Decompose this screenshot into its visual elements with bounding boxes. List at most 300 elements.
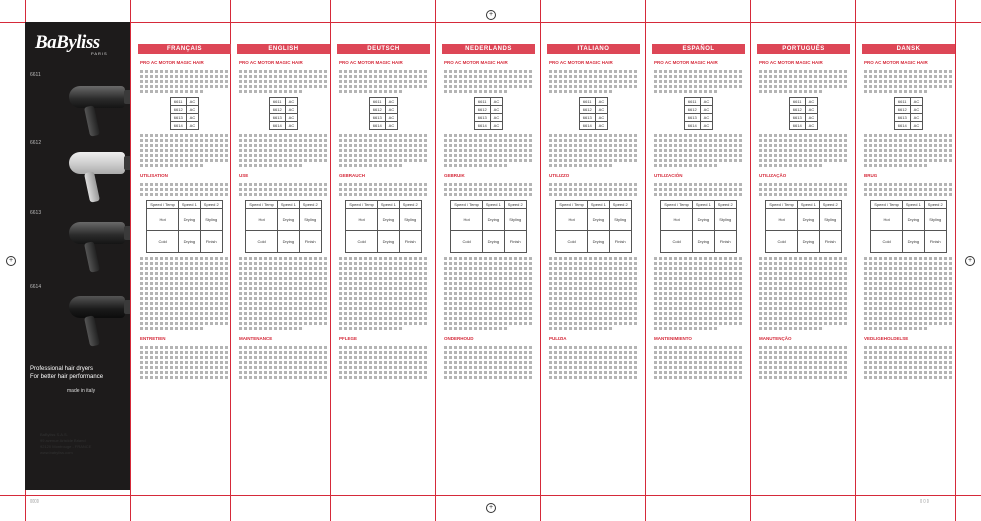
text-line <box>140 366 229 369</box>
text-line <box>239 356 328 359</box>
fold-line-7 <box>750 0 751 521</box>
text-line <box>339 149 428 152</box>
text-line <box>339 356 428 359</box>
text-line <box>339 75 428 78</box>
text-line <box>140 272 229 275</box>
table-cell: Hot <box>556 209 588 231</box>
table-row <box>147 231 222 253</box>
table-row <box>661 201 736 209</box>
language-column <box>862 44 955 492</box>
table-cell: Drying <box>277 231 299 253</box>
text-line <box>759 164 824 167</box>
text-line <box>444 361 533 364</box>
table-cell: Styling <box>299 209 321 231</box>
text-line <box>239 144 328 147</box>
text-line <box>654 144 743 147</box>
text-line <box>654 351 743 354</box>
table-cell: Drying <box>178 209 200 231</box>
table-cell: AC <box>700 122 713 130</box>
text-line <box>759 292 848 295</box>
table-cell: 6614 <box>789 122 805 130</box>
text-line <box>654 292 743 295</box>
text-line <box>759 70 848 73</box>
table-row <box>451 231 526 253</box>
model-table <box>269 97 298 130</box>
table-cell: Drying <box>902 231 924 253</box>
text-line <box>444 193 533 196</box>
text-line <box>759 297 848 300</box>
language-column <box>547 44 640 492</box>
table-cell: 6612 <box>369 106 385 114</box>
address-line: www.babyliss.com <box>40 450 73 455</box>
text-line <box>239 317 328 320</box>
text-line <box>444 356 533 359</box>
text-line <box>339 164 404 167</box>
text-line <box>759 371 848 374</box>
text-line <box>759 356 848 359</box>
text-line <box>864 282 953 285</box>
text-line <box>444 376 533 379</box>
text-line <box>759 376 848 379</box>
text-line <box>864 159 953 162</box>
table-cell: Hot <box>661 209 693 231</box>
text-line <box>759 267 848 270</box>
table-cell: Styling <box>609 209 631 231</box>
text-line <box>654 164 719 167</box>
text-line <box>140 149 229 152</box>
hair-dryer-handle <box>84 315 100 346</box>
text-line <box>140 361 229 364</box>
text-line <box>759 149 848 152</box>
table-row <box>894 122 922 130</box>
text-line <box>140 85 229 88</box>
text-line <box>339 80 428 83</box>
table-cell: AC <box>186 98 199 106</box>
text-line <box>239 85 328 88</box>
trim-line-bottom <box>0 495 981 496</box>
trim-line-right <box>955 0 956 521</box>
text-line <box>140 154 229 157</box>
text-line <box>339 317 428 320</box>
text-line <box>140 262 229 265</box>
text-line <box>140 292 229 295</box>
table-cell: Finish <box>504 231 526 253</box>
text-line <box>239 75 328 78</box>
table-cell: AC <box>285 98 298 106</box>
text-line <box>239 134 328 137</box>
table-header-cell: Speed / Temp <box>871 201 903 209</box>
table-row <box>684 122 712 130</box>
text-line <box>140 159 229 162</box>
text-line <box>759 282 848 285</box>
text-line <box>444 70 533 73</box>
table-cell: Drying <box>902 209 924 231</box>
table-header-cell: Speed 1 <box>587 201 609 209</box>
table-cell: AC <box>285 114 298 122</box>
table-header-cell: Speed 1 <box>797 201 819 209</box>
cover-title-line: Professional hair dryers <box>30 366 94 372</box>
text-line <box>444 307 533 310</box>
table-cell: Drying <box>482 231 504 253</box>
table-cell: AC <box>285 122 298 130</box>
text-line <box>444 322 533 325</box>
text-line <box>864 80 953 83</box>
product-subtitle: PRO AC MOTOR MAGIC HAIR <box>864 60 928 65</box>
text-line <box>549 164 614 167</box>
text-line <box>549 139 638 142</box>
text-line <box>759 80 848 83</box>
table-header-cell: Speed 1 <box>178 201 200 209</box>
fold-line-4 <box>435 0 436 521</box>
text-line <box>654 327 719 330</box>
text-line <box>339 376 428 379</box>
text-line <box>864 262 953 265</box>
table-cell: AC <box>490 114 503 122</box>
table-cell: 6613 <box>170 114 186 122</box>
table-cell: Finish <box>714 231 736 253</box>
text-line <box>759 327 824 330</box>
text-line <box>759 139 848 142</box>
text-line <box>864 139 953 142</box>
text-line <box>140 322 229 325</box>
text-line <box>239 292 328 295</box>
table-row <box>579 122 607 130</box>
table-cell: Finish <box>819 231 841 253</box>
table-header-cell: Speed 2 <box>299 201 321 209</box>
text-line <box>864 292 953 295</box>
text-line <box>549 267 638 270</box>
language-header: DANSK <box>862 44 955 54</box>
text-line <box>140 371 229 374</box>
language-column <box>757 44 850 492</box>
language-header: ENGLISH <box>237 44 330 54</box>
table-header-cell: Speed 2 <box>819 201 841 209</box>
text-line <box>239 307 328 310</box>
text-line <box>339 85 428 88</box>
text-line <box>239 371 328 374</box>
hair-dryer-image <box>69 86 125 108</box>
text-line <box>654 346 743 349</box>
text-line <box>444 144 533 147</box>
table-cell: AC <box>186 122 199 130</box>
text-line <box>444 90 509 93</box>
section-heading: MAINTENANCE <box>239 336 273 341</box>
language-header: PORTUGUÊS <box>757 44 850 54</box>
text-line <box>759 312 848 315</box>
text-line <box>339 159 428 162</box>
text-line <box>759 85 848 88</box>
text-line <box>444 327 509 330</box>
table-row <box>369 98 397 106</box>
table-row <box>451 201 526 209</box>
text-line <box>654 356 743 359</box>
table-row <box>661 231 736 253</box>
text-line <box>339 267 428 270</box>
text-line <box>140 317 229 320</box>
text-line <box>864 307 953 310</box>
text-line <box>759 154 848 157</box>
text-line <box>864 346 953 349</box>
text-line <box>339 154 428 157</box>
text-line <box>654 287 743 290</box>
model-table <box>894 97 923 130</box>
text-line <box>549 327 614 330</box>
text-line <box>239 139 328 142</box>
table-cell: Cold <box>346 231 378 253</box>
text-line <box>549 317 638 320</box>
table-cell: Styling <box>504 209 526 231</box>
text-line <box>759 90 824 93</box>
product-subtitle: PRO AC MOTOR MAGIC HAIR <box>759 60 823 65</box>
table-row <box>871 231 946 253</box>
text-line <box>864 149 953 152</box>
text-line <box>444 317 533 320</box>
text-line <box>140 302 229 305</box>
text-line <box>759 262 848 265</box>
speed-table <box>450 200 526 253</box>
table-cell: Drying <box>178 231 200 253</box>
table-row <box>684 98 712 106</box>
text-line <box>239 312 328 315</box>
table-cell: AC <box>490 122 503 130</box>
table-cell: AC <box>490 106 503 114</box>
text-line <box>759 361 848 364</box>
table-cell: AC <box>805 98 818 106</box>
section-heading: BRUG <box>864 173 878 178</box>
model-table <box>684 97 713 130</box>
text-line <box>549 262 638 265</box>
text-line <box>339 302 428 305</box>
table-cell: 6613 <box>894 114 910 122</box>
table-header-cell: Speed / Temp <box>556 201 588 209</box>
text-line <box>654 149 743 152</box>
text-line <box>759 351 848 354</box>
text-line <box>339 70 428 73</box>
text-line <box>339 183 428 186</box>
table-cell: 6611 <box>894 98 910 106</box>
table-cell: 6611 <box>789 98 805 106</box>
table-cell: Hot <box>871 209 903 231</box>
text-line <box>549 85 638 88</box>
made-in-italy: made in italy <box>67 388 96 394</box>
section-heading: MANUTENÇÃO <box>759 336 792 341</box>
text-line <box>654 188 743 191</box>
table-row <box>684 114 712 122</box>
text-line <box>864 193 953 196</box>
model-label: 6614 <box>30 284 42 290</box>
text-line <box>239 188 328 191</box>
table-row <box>269 98 297 106</box>
table-cell: AC <box>385 114 398 122</box>
text-line <box>864 376 953 379</box>
text-line <box>140 70 229 73</box>
text-line <box>239 322 328 325</box>
table-cell: AC <box>910 122 923 130</box>
hair-dryer-handle <box>84 171 100 202</box>
speed-table <box>765 200 841 253</box>
table-header-cell: Speed / Temp <box>246 201 278 209</box>
text-line <box>339 257 428 260</box>
section-heading: MANTENIMIENTO <box>654 336 692 341</box>
product-subtitle: PRO AC MOTOR MAGIC HAIR <box>444 60 508 65</box>
text-line <box>654 307 743 310</box>
table-cell: 6614 <box>684 122 700 130</box>
text-line <box>549 292 638 295</box>
table-cell: AC <box>805 106 818 114</box>
table-cell: Finish <box>299 231 321 253</box>
table-header-cell: Speed 1 <box>377 201 399 209</box>
table-row <box>246 201 321 209</box>
table-cell: 6611 <box>579 98 595 106</box>
text-line <box>339 193 428 196</box>
text-line <box>239 376 328 379</box>
text-line <box>549 272 638 275</box>
table-cell: AC <box>595 106 608 114</box>
text-line <box>654 262 743 265</box>
table-header-cell: Speed / Temp <box>766 201 798 209</box>
table-cell: 6611 <box>269 98 285 106</box>
table-cell: AC <box>700 106 713 114</box>
table-cell: Drying <box>482 209 504 231</box>
text-line <box>549 376 638 379</box>
text-line <box>444 188 533 191</box>
text-line <box>549 154 638 157</box>
table-row <box>579 114 607 122</box>
table-cell: 6614 <box>579 122 595 130</box>
text-line <box>339 144 428 147</box>
table-cell: AC <box>186 114 199 122</box>
table-cell: 6613 <box>789 114 805 122</box>
text-line <box>339 188 428 191</box>
text-line <box>654 302 743 305</box>
text-line <box>239 282 328 285</box>
table-cell: Styling <box>714 209 736 231</box>
text-line <box>549 366 638 369</box>
text-line <box>339 134 428 137</box>
text-line <box>864 188 953 191</box>
table-header-cell: Speed 2 <box>504 201 526 209</box>
table-cell: 6612 <box>789 106 805 114</box>
table-cell: Cold <box>871 231 903 253</box>
cover-panel <box>25 22 130 490</box>
text-line <box>759 317 848 320</box>
fold-line-6 <box>645 0 646 521</box>
table-cell: AC <box>595 122 608 130</box>
text-line <box>444 80 533 83</box>
table-row <box>789 114 817 122</box>
table-cell: 6611 <box>684 98 700 106</box>
text-line <box>239 262 328 265</box>
text-line <box>759 366 848 369</box>
table-row <box>894 114 922 122</box>
text-line <box>140 351 229 354</box>
table-row <box>766 209 841 231</box>
text-line <box>239 154 328 157</box>
table-cell: 6614 <box>894 122 910 130</box>
model-table <box>789 97 818 130</box>
text-line <box>140 267 229 270</box>
language-header: DEUTSCH <box>337 44 430 54</box>
table-cell: Drying <box>797 209 819 231</box>
text-line <box>864 366 953 369</box>
text-line <box>654 361 743 364</box>
table-row <box>269 122 297 130</box>
table-row <box>556 201 631 209</box>
text-line <box>339 287 428 290</box>
text-line <box>759 287 848 290</box>
text-line <box>140 297 229 300</box>
text-line <box>654 376 743 379</box>
table-cell: 6612 <box>269 106 285 114</box>
text-line <box>864 75 953 78</box>
text-line <box>864 183 953 186</box>
table-cell: Hot <box>766 209 798 231</box>
text-line <box>339 272 428 275</box>
speed-table <box>660 200 736 253</box>
text-line <box>864 287 953 290</box>
text-line <box>864 144 953 147</box>
table-cell: AC <box>595 114 608 122</box>
text-line <box>654 159 743 162</box>
text-line <box>339 361 428 364</box>
text-line <box>444 371 533 374</box>
text-line <box>444 351 533 354</box>
text-line <box>654 282 743 285</box>
text-line <box>239 70 328 73</box>
table-header-cell: Speed / Temp <box>147 201 179 209</box>
language-header: ITALIANO <box>547 44 640 54</box>
table-cell: 6612 <box>894 106 910 114</box>
cover-title <box>30 365 128 381</box>
registration-mark-top: + <box>486 10 496 20</box>
text-line <box>549 80 638 83</box>
text-line <box>239 272 328 275</box>
table-cell: Finish <box>200 231 222 253</box>
text-line <box>654 134 743 137</box>
text-line <box>239 277 328 280</box>
speed-table <box>555 200 631 253</box>
table-row <box>871 209 946 231</box>
text-line <box>339 297 428 300</box>
table-row <box>474 98 502 106</box>
text-line <box>444 149 533 152</box>
table-row <box>170 98 198 106</box>
table-row <box>369 106 397 114</box>
product-subtitle: PRO AC MOTOR MAGIC HAIR <box>654 60 718 65</box>
text-line <box>140 346 229 349</box>
table-header-cell: Speed 2 <box>200 201 222 209</box>
fold-line-8 <box>855 0 856 521</box>
table-header-cell: Speed 2 <box>924 201 946 209</box>
table-row <box>246 231 321 253</box>
table-header-cell: Speed / Temp <box>661 201 693 209</box>
table-row <box>269 106 297 114</box>
text-line <box>549 90 614 93</box>
table-cell: AC <box>910 98 923 106</box>
language-column <box>237 44 330 492</box>
text-line <box>444 75 533 78</box>
table-cell: 6613 <box>269 114 285 122</box>
text-line <box>864 134 953 137</box>
text-line <box>444 262 533 265</box>
text-line <box>864 327 929 330</box>
text-line <box>140 312 229 315</box>
brand-logo: BaByliss <box>35 32 100 53</box>
speed-table <box>146 200 222 253</box>
text-line <box>140 327 205 330</box>
text-line <box>864 322 953 325</box>
text-line <box>140 307 229 310</box>
